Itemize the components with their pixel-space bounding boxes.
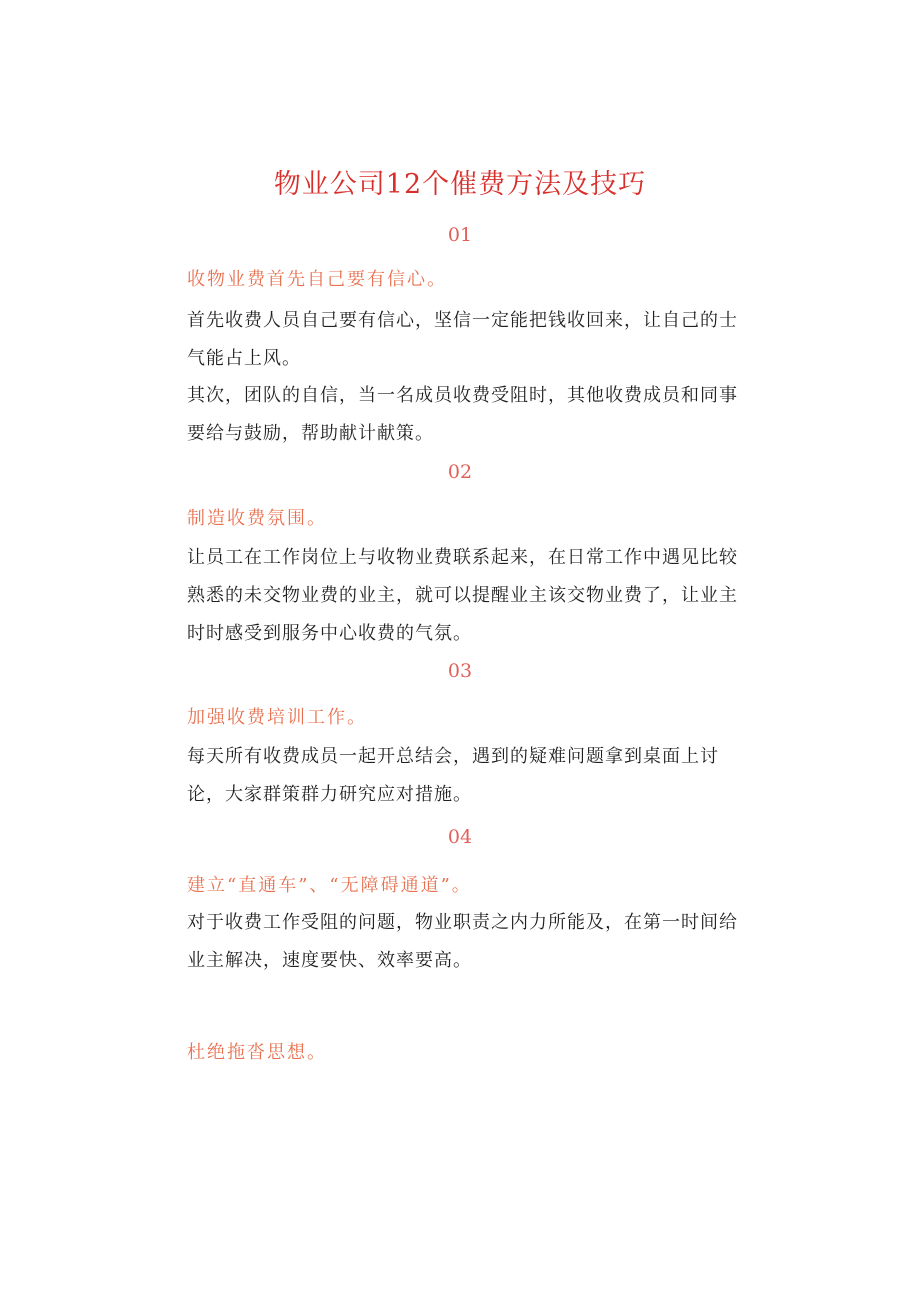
section-paragraph: 每天所有收费成员一起开总结会，遇到的疑难问题拿到桌面上讨论，大家群策群力研究应对措施。 — [187, 746, 719, 805]
section-paragraph: 让员工在工作岗位上与收物业费联系起来，在日常工作中遇见比较熟悉的未交物业费的业主，就可以提醒业主该交物业费了，让业主时时感受到服务中心收费的气氛。 — [187, 547, 738, 644]
section-paragraph: 其次，团队的自信，当一名成员收费受阻时，其他收费成员和同事要给与鼓励，帮助献计献策。 — [187, 385, 738, 444]
section-heading: 杜绝拖沓思想。 — [187, 1042, 327, 1063]
section-heading: 加强收费培训工作。 — [187, 707, 367, 728]
section-number: 03 — [447, 660, 473, 682]
section-number: 01 — [447, 224, 473, 246]
section-heading: 收物业费首先自己要有信心。 — [187, 269, 447, 290]
document-title: 物业公司12个催费方法及技巧 — [273, 169, 647, 200]
section-heading: 制造收费氛围。 — [187, 508, 327, 529]
section-paragraph: 首先收费人员自己要有信心，坚信一定能把钱收回来，让自己的士气能占上风。 — [187, 310, 738, 369]
section-number: 02 — [447, 461, 473, 483]
section-paragraph: 对于收费工作受阻的问题，物业职责之内力所能及，在第一时间给业主解决，速度要快、效率要高。 — [187, 912, 738, 971]
section-number: 04 — [447, 826, 473, 848]
section-heading: 建立“直通车”、“无障碍通道”。 — [187, 875, 472, 896]
